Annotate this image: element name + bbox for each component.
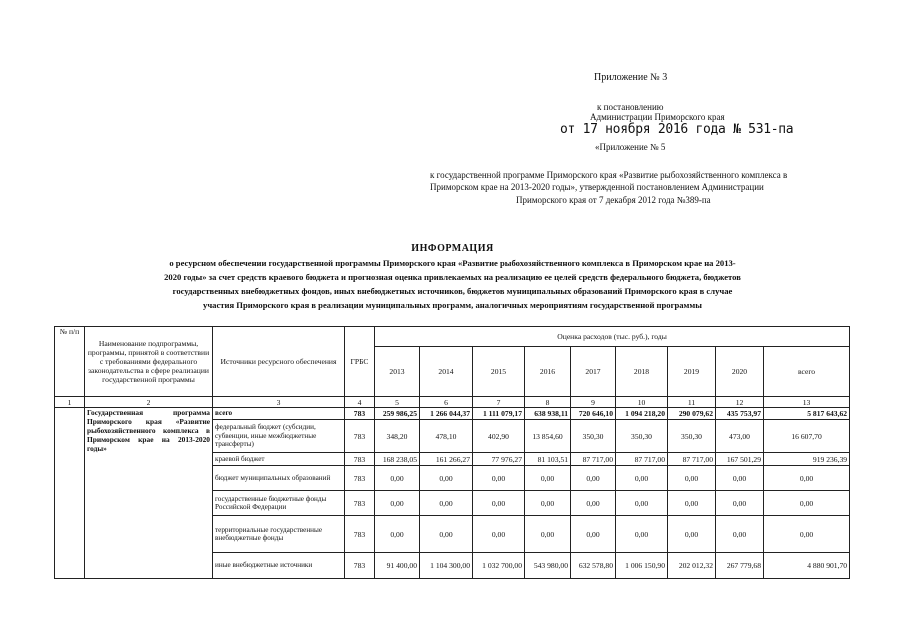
- header-year: 2018: [616, 347, 668, 397]
- source-cell: государственные бюджетные фонды Российской Федерации: [213, 491, 345, 516]
- value-cell: 0,00: [668, 466, 716, 491]
- grbs-cell: 783: [345, 516, 375, 553]
- value-cell: 1 032 700,00: [473, 553, 525, 579]
- value-cell: 0,00: [525, 516, 571, 553]
- value-cell: 87 717,00: [571, 453, 616, 466]
- program-name-cell: Государственная программа Приморского края «Развитие рыбохозяйственного комплекса в Приморском крае на 2013-2020 годы»: [85, 408, 213, 579]
- header-year: 2020: [716, 347, 764, 397]
- value-cell: 473,00: [716, 420, 764, 453]
- value-cell: 202 012,32: [668, 553, 716, 579]
- grbs-cell: 783: [345, 408, 375, 420]
- header-year: 2015: [473, 347, 525, 397]
- col-number: 6: [420, 397, 473, 408]
- value-cell: 1 094 218,20: [616, 408, 668, 420]
- col-number: 1: [55, 397, 85, 408]
- value-cell: 0,00: [571, 491, 616, 516]
- title-line1: о ресурсном обеспечении государственной программы Приморского края «Развитие рыбохозяйственного комплекса в Приморском крае на 2013-: [169, 258, 736, 268]
- value-cell: 632 578,80: [571, 553, 616, 579]
- value-cell: 435 753,97: [716, 408, 764, 420]
- value-cell: 267 779,68: [716, 553, 764, 579]
- value-cell-total: 5 817 643,62: [764, 408, 850, 420]
- value-cell: 402,90: [473, 420, 525, 453]
- value-cell: 91 400,00: [375, 553, 420, 579]
- header-estimate: Оценка расходов (тыс. руб.), годы: [375, 327, 850, 347]
- source-cell: федеральный бюджет (субсидии, субвенции, иные межбюджетные трансферты): [213, 420, 345, 453]
- value-cell: 0,00: [616, 516, 668, 553]
- source-cell: иные внебюджетные источники: [213, 553, 345, 579]
- value-cell: 167 501,29: [716, 453, 764, 466]
- title-line2: 2020 годы» за счет средств краевого бюджета и прогнозная оценка привлекаемых на реализацию ее целей средств федерального бюджета, бюджетов: [164, 272, 741, 282]
- header-source: Источники ресурсного обеспечения: [213, 327, 345, 397]
- to-resolution-label: к постановлению: [597, 102, 664, 112]
- source-cell: всего: [213, 408, 345, 420]
- value-cell-total: 0,00: [764, 516, 850, 553]
- grbs-cell: 783: [345, 453, 375, 466]
- value-cell: 0,00: [420, 466, 473, 491]
- value-cell-total: 0,00: [764, 491, 850, 516]
- col-number: 12: [716, 397, 764, 408]
- value-cell: 0,00: [716, 466, 764, 491]
- program-ref-line1: к государственной программе Приморского края «Развитие рыбохозяйственного комплекса в: [430, 170, 788, 180]
- grbs-cell: 783: [345, 491, 375, 516]
- value-cell: 0,00: [375, 466, 420, 491]
- value-cell: 0,00: [668, 516, 716, 553]
- value-cell-total: 0,00: [764, 466, 850, 491]
- value-cell: 87 717,00: [668, 453, 716, 466]
- value-cell-total: 16 607,70: [764, 420, 850, 453]
- header-num: № п/п: [55, 327, 85, 397]
- title-line4: участия Приморского края в реализации муниципальных программ, аналогичных мероприятиям государственной программы: [203, 300, 702, 310]
- header-year: 2017: [571, 347, 616, 397]
- col-number: 2: [85, 397, 213, 408]
- value-cell-total: 4 880 901,70: [764, 553, 850, 579]
- appendix-label: Приложение № 3: [594, 72, 668, 83]
- table-row: [55, 408, 850, 420]
- value-cell: 161 266,27: [420, 453, 473, 466]
- value-cell: 0,00: [668, 491, 716, 516]
- document-title: [40, 242, 865, 312]
- value-cell: 350,30: [668, 420, 716, 453]
- value-cell: 638 938,11: [525, 408, 571, 420]
- value-cell: 0,00: [525, 466, 571, 491]
- value-cell: 0,00: [473, 491, 525, 516]
- value-cell: 13 854,60: [525, 420, 571, 453]
- value-cell: 81 103,51: [525, 453, 571, 466]
- program-ref-line3: Приморского края от 7 декабря 2012 года №389-па: [516, 195, 711, 205]
- value-cell: 0,00: [571, 516, 616, 553]
- value-cell: 1 006 150,90: [616, 553, 668, 579]
- source-cell: краевой бюджет: [213, 453, 345, 466]
- source-cell: бюджет муниципальных образований: [213, 466, 345, 491]
- value-cell: 350,30: [571, 420, 616, 453]
- col-number: 11: [668, 397, 716, 408]
- value-cell: 0,00: [616, 491, 668, 516]
- resource-table: [54, 326, 850, 579]
- value-cell: 0,00: [375, 491, 420, 516]
- value-cell: 259 986,25: [375, 408, 420, 420]
- value-cell: 1 111 079,17: [473, 408, 525, 420]
- col-number: 10: [616, 397, 668, 408]
- value-cell: 0,00: [716, 516, 764, 553]
- appendix5-label: «Приложение № 5: [595, 142, 666, 152]
- header-grbs: ГРБС: [345, 327, 375, 397]
- value-cell: 1 266 044,37: [420, 408, 473, 420]
- value-cell: 0,00: [473, 466, 525, 491]
- value-cell: 0,00: [375, 516, 420, 553]
- value-cell: 350,30: [616, 420, 668, 453]
- header-year: 2014: [420, 347, 473, 397]
- value-cell: 1 104 300,00: [420, 553, 473, 579]
- title-heading: ИНФОРМАЦИЯ: [411, 243, 494, 254]
- header-year: 2016: [525, 347, 571, 397]
- grbs-cell: 783: [345, 420, 375, 453]
- value-cell: 0,00: [571, 466, 616, 491]
- value-cell-total: 919 236,39: [764, 453, 850, 466]
- value-cell: 543 980,00: [525, 553, 571, 579]
- col-number: 4: [345, 397, 375, 408]
- grbs-cell: 783: [345, 466, 375, 491]
- header-year: 2019: [668, 347, 716, 397]
- value-cell: 0,00: [420, 516, 473, 553]
- title-line3: государственных внебюджетных фондов, иных внебюджетных источников, бюджетов муниципальных образований Приморского края в случае: [172, 286, 733, 296]
- value-cell: 168 238,05: [375, 453, 420, 466]
- col-number: 3: [213, 397, 345, 408]
- value-cell: 77 976,27: [473, 453, 525, 466]
- col-number: 8: [525, 397, 571, 408]
- source-cell: территориальные государственные внебюджетные фонды: [213, 516, 345, 553]
- administration-label: Администрации Приморского края: [590, 112, 725, 122]
- value-cell: 0,00: [525, 491, 571, 516]
- program-ref-line2: Приморском крае на 2013-2020 годы», утвержденной постановлением Администрации: [430, 182, 764, 192]
- value-cell: 0,00: [716, 491, 764, 516]
- value-cell: 87 717,00: [616, 453, 668, 466]
- value-cell: 348,20: [375, 420, 420, 453]
- value-cell: 0,00: [420, 491, 473, 516]
- col-number: 9: [571, 397, 616, 408]
- col-number: 5: [375, 397, 420, 408]
- row-num-cell: [55, 408, 85, 579]
- header-name: Наименование подпрограммы, программы, принятой в соответствии с требованиями федерального законодательства в сфере реализации государственной программы: [85, 327, 213, 397]
- value-cell: 478,10: [420, 420, 473, 453]
- value-cell: 720 646,10: [571, 408, 616, 420]
- column-numbers-row: [55, 397, 850, 408]
- col-number: 7: [473, 397, 525, 408]
- value-cell: 0,00: [616, 466, 668, 491]
- header-year-total: всего: [764, 347, 850, 397]
- grbs-cell: 783: [345, 553, 375, 579]
- value-cell: 0,00: [473, 516, 525, 553]
- header-year: 2013: [375, 347, 420, 397]
- date-stamp: от 17 ноября 2016 года № 531-па: [560, 122, 794, 137]
- value-cell: 290 079,62: [668, 408, 716, 420]
- col-number: 13: [764, 397, 850, 408]
